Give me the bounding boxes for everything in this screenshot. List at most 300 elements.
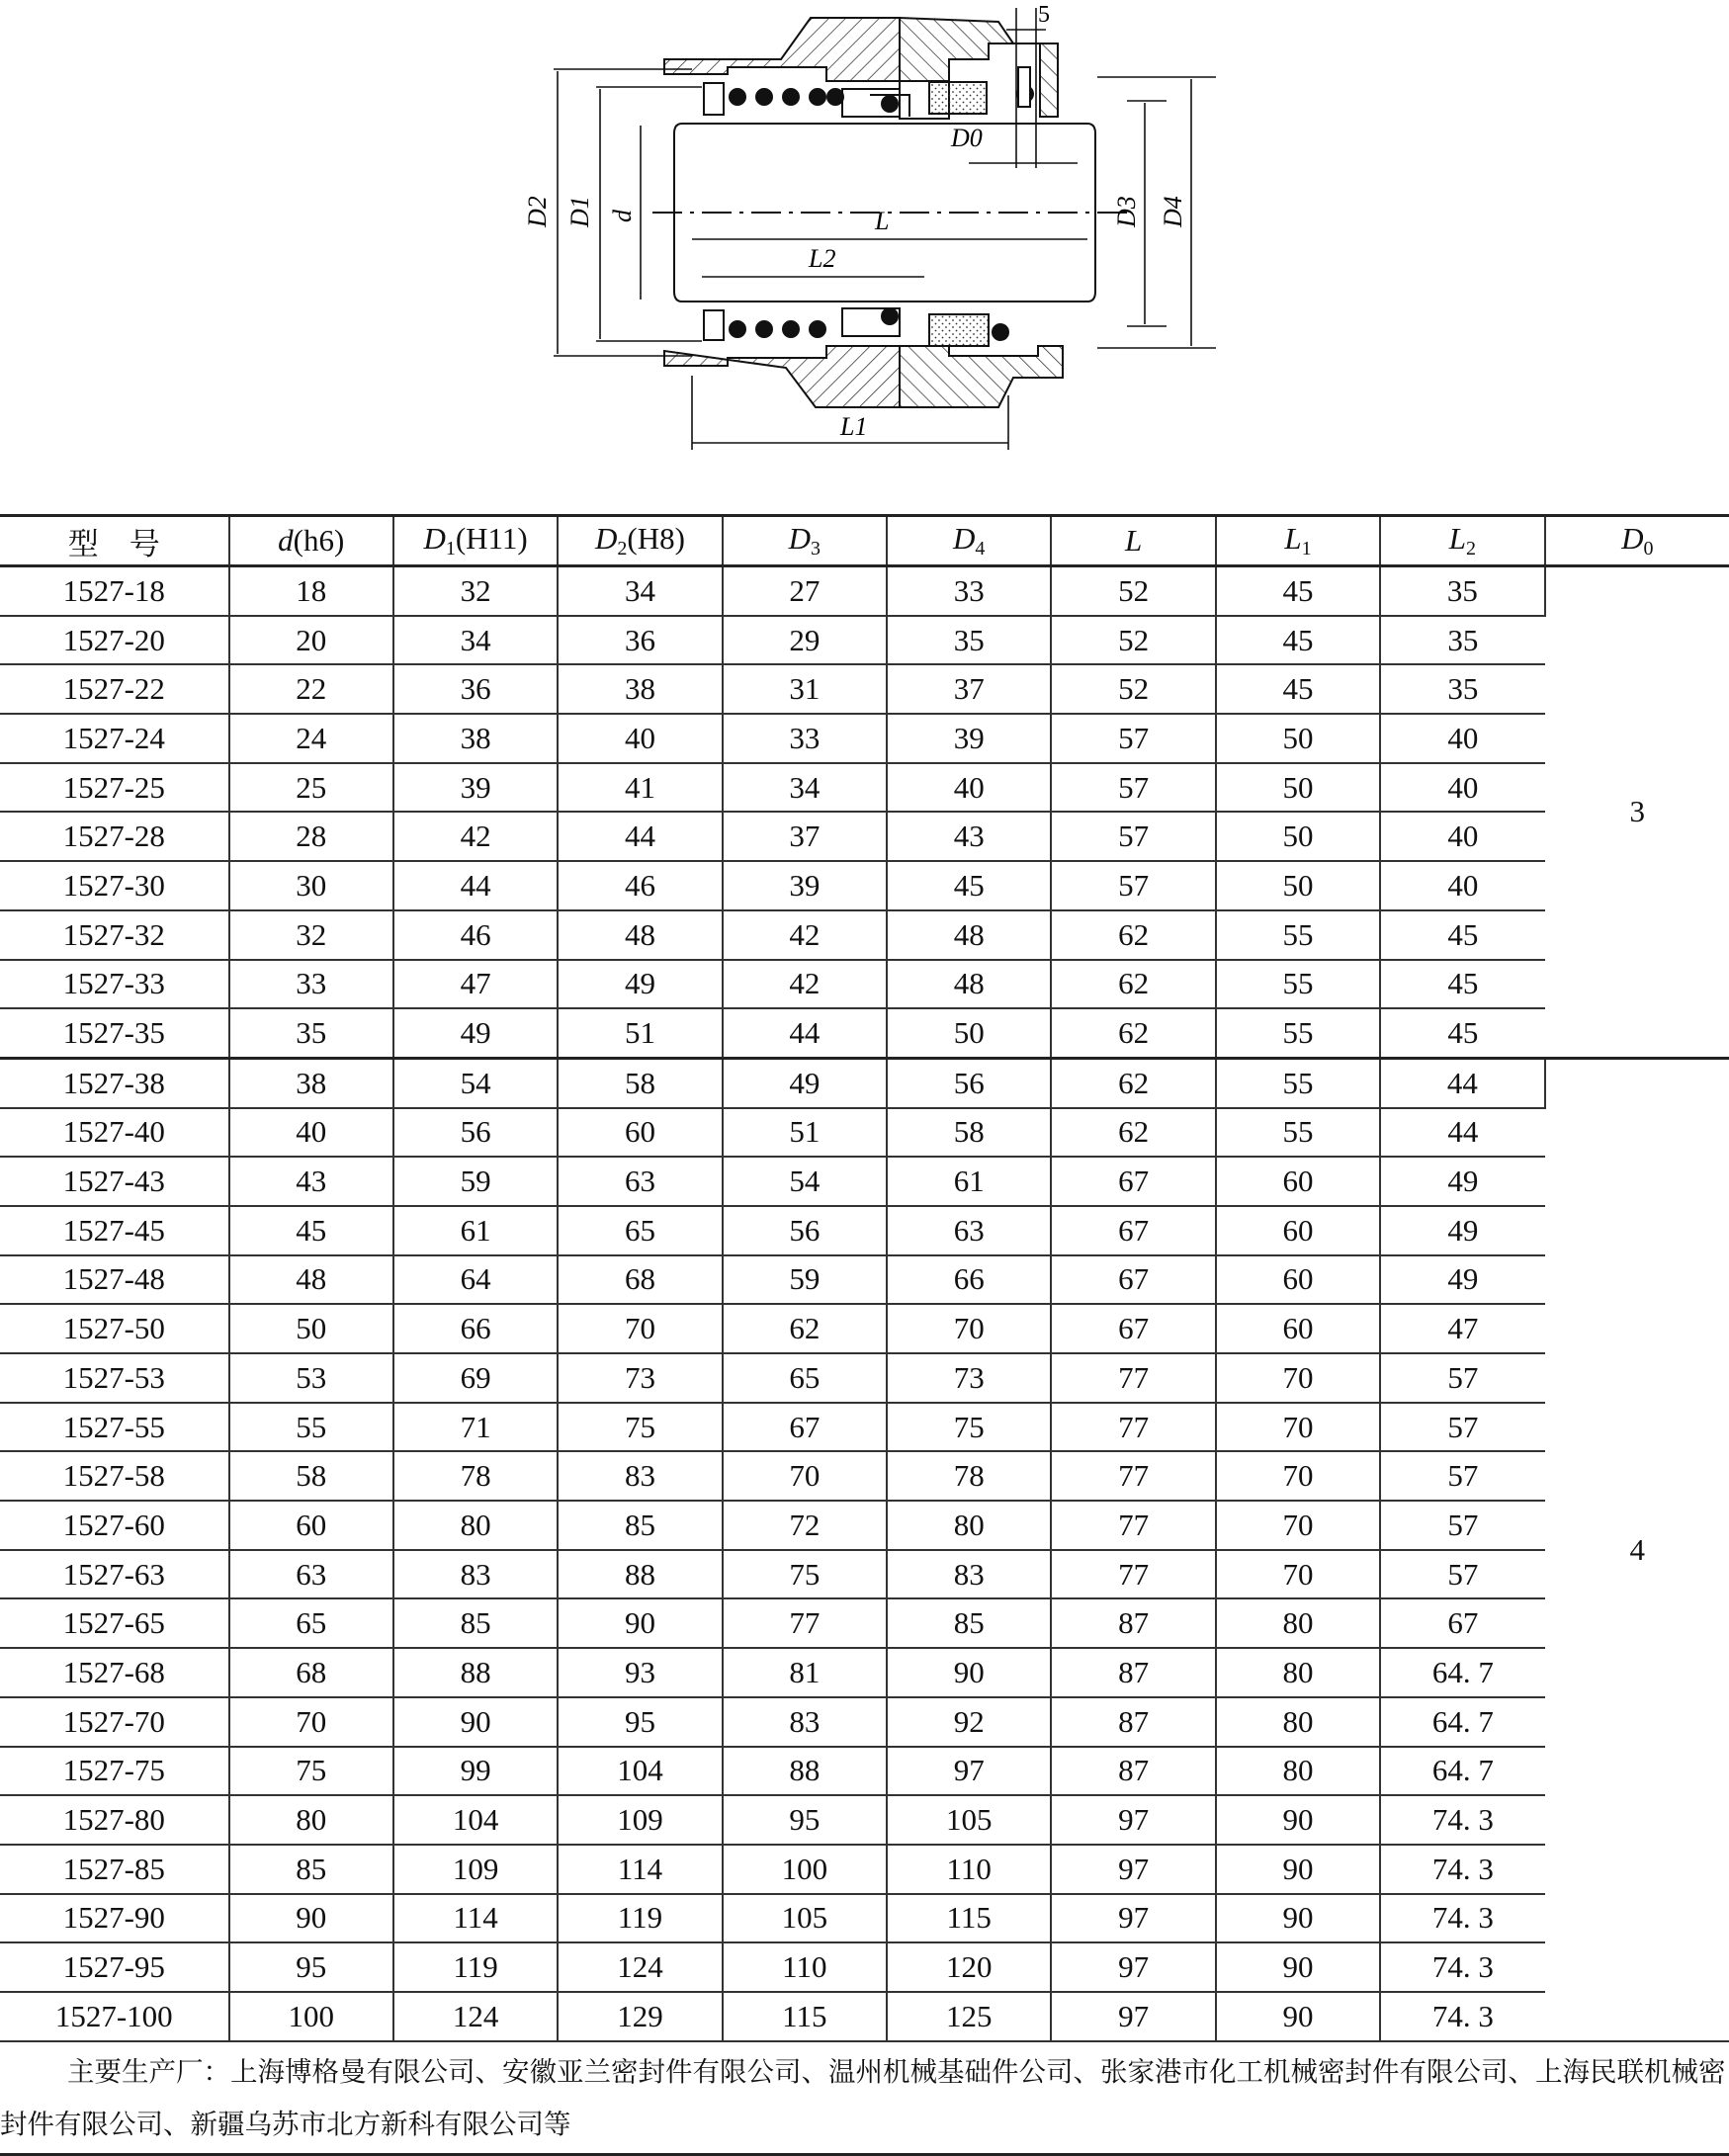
table-cell: 80 xyxy=(887,1501,1051,1550)
table-cell: 119 xyxy=(558,1894,722,1943)
table-cell: 54 xyxy=(393,1058,558,1107)
table-cell: 1527-85 xyxy=(0,1845,229,1894)
table-cell: 67 xyxy=(1051,1304,1215,1353)
table-cell: 70 xyxy=(1216,1550,1380,1599)
table-cell: 83 xyxy=(393,1550,558,1599)
table-row xyxy=(0,1747,1729,1796)
table-cell: 97 xyxy=(1051,1894,1215,1943)
lower-housing xyxy=(664,346,1063,407)
table-cell: 63 xyxy=(558,1157,722,1206)
table-cell: 114 xyxy=(558,1845,722,1894)
table-cell: 64. 7 xyxy=(1380,1648,1544,1697)
column-header: D3 xyxy=(723,516,887,566)
table-cell: 1527-48 xyxy=(0,1255,229,1305)
table-cell: 64 xyxy=(393,1255,558,1305)
shaft xyxy=(652,124,1127,302)
table-row xyxy=(0,1403,1729,1452)
table-cell: 87 xyxy=(1051,1747,1215,1796)
table-cell: 1527-58 xyxy=(0,1451,229,1501)
table-cell: 1527-60 xyxy=(0,1501,229,1550)
table-cell: 1527-100 xyxy=(0,1992,229,2041)
table-cell: 90 xyxy=(887,1648,1051,1697)
table-cell: 44 xyxy=(723,1008,887,1058)
table-cell: 53 xyxy=(229,1353,393,1403)
dim-D0: D0 xyxy=(951,124,983,152)
table-cell: 44 xyxy=(1380,1058,1544,1107)
table-cell: 1527-32 xyxy=(0,910,229,960)
table-cell: 38 xyxy=(229,1058,393,1107)
table-cell: 35 xyxy=(229,1008,393,1058)
table-cell: 63 xyxy=(887,1206,1051,1255)
table-cell: 56 xyxy=(723,1206,887,1255)
d0-merged-cell: 3 xyxy=(1545,566,1729,1059)
table-row xyxy=(0,861,1729,910)
table-cell: 58 xyxy=(558,1058,722,1107)
table-row xyxy=(0,1697,1729,1747)
table-cell: 57 xyxy=(1380,1451,1544,1501)
table-cell: 105 xyxy=(887,1795,1051,1845)
table-cell: 1527-70 xyxy=(0,1697,229,1747)
table-cell: 49 xyxy=(1380,1206,1544,1255)
table-cell: 71 xyxy=(393,1403,558,1452)
table-cell: 39 xyxy=(887,714,1051,763)
table-cell: 124 xyxy=(558,1942,722,1992)
table-cell: 54 xyxy=(723,1157,887,1206)
table-cell: 55 xyxy=(1216,910,1380,960)
table-cell: 68 xyxy=(558,1255,722,1305)
table-cell: 57 xyxy=(1380,1550,1544,1599)
table-cell: 59 xyxy=(393,1157,558,1206)
table-cell: 1527-80 xyxy=(0,1795,229,1845)
column-header: L2 xyxy=(1380,516,1544,566)
table-cell: 73 xyxy=(558,1353,722,1403)
table-cell: 38 xyxy=(558,664,722,714)
table-cell: 51 xyxy=(723,1108,887,1158)
table-row xyxy=(0,1157,1729,1206)
table-cell: 45 xyxy=(1216,616,1380,665)
dim-D1: D1 xyxy=(565,196,594,227)
table-cell: 55 xyxy=(229,1403,393,1452)
table-cell: 35 xyxy=(887,616,1051,665)
table-cell: 65 xyxy=(723,1353,887,1403)
table-cell: 85 xyxy=(887,1598,1051,1648)
table-cell: 57 xyxy=(1380,1403,1544,1452)
table-cell: 44 xyxy=(558,812,722,861)
table-row xyxy=(0,1992,1729,2041)
column-header: D1(H11) xyxy=(393,516,558,566)
table-cell: 104 xyxy=(558,1747,722,1796)
table-cell: 34 xyxy=(393,616,558,665)
table-cell: 104 xyxy=(393,1795,558,1845)
table-cell: 50 xyxy=(1216,812,1380,861)
table-cell: 70 xyxy=(723,1451,887,1501)
dim-D4: D4 xyxy=(1159,196,1187,227)
table-cell: 97 xyxy=(1051,1992,1215,2041)
table-cell: 74. 3 xyxy=(1380,1795,1544,1845)
table-cell: 37 xyxy=(723,812,887,861)
table-cell: 42 xyxy=(723,910,887,960)
table-row xyxy=(0,1255,1729,1305)
table-cell: 85 xyxy=(393,1598,558,1648)
table-cell: 92 xyxy=(887,1697,1051,1747)
table-cell: 57 xyxy=(1051,812,1215,861)
table-cell: 87 xyxy=(1051,1697,1215,1747)
table-cell: 1527-18 xyxy=(0,566,229,616)
table-cell: 74. 3 xyxy=(1380,1992,1544,2041)
table-cell: 55 xyxy=(1216,1108,1380,1158)
table-cell: 50 xyxy=(1216,861,1380,910)
table-cell: 80 xyxy=(1216,1598,1380,1648)
column-header: D2(H8) xyxy=(558,516,722,566)
table-cell: 56 xyxy=(887,1058,1051,1107)
table-cell: 27 xyxy=(723,566,887,616)
table-row xyxy=(0,714,1729,763)
dim-5: 5 xyxy=(1038,2,1050,28)
table-cell: 20 xyxy=(229,616,393,665)
column-header: L xyxy=(1051,516,1215,566)
table-cell: 60 xyxy=(229,1501,393,1550)
table-cell: 1527-50 xyxy=(0,1304,229,1353)
table-cell: 80 xyxy=(393,1501,558,1550)
table-cell: 33 xyxy=(229,960,393,1009)
column-header: L1 xyxy=(1216,516,1380,566)
seal-drawing xyxy=(494,0,1246,465)
table-cell: 83 xyxy=(558,1451,722,1501)
table-cell: 77 xyxy=(1051,1353,1215,1403)
table-cell: 43 xyxy=(887,812,1051,861)
table-row xyxy=(0,1058,1729,1107)
dim-D2: D2 xyxy=(523,196,552,227)
table-cell: 110 xyxy=(723,1942,887,1992)
table-cell: 90 xyxy=(1216,1894,1380,1943)
table-row xyxy=(0,1648,1729,1697)
table-cell: 88 xyxy=(723,1747,887,1796)
table-cell: 1527-25 xyxy=(0,763,229,813)
table-cell: 60 xyxy=(1216,1157,1380,1206)
table-cell: 85 xyxy=(558,1501,722,1550)
table-cell: 34 xyxy=(558,566,722,616)
table-cell: 36 xyxy=(393,664,558,714)
table-row xyxy=(0,1304,1729,1353)
table-row xyxy=(0,1550,1729,1599)
table-row xyxy=(0,1451,1729,1501)
table-row xyxy=(0,1008,1729,1058)
table-cell: 105 xyxy=(723,1894,887,1943)
table-cell: 49 xyxy=(1380,1255,1544,1305)
table-cell: 49 xyxy=(1380,1157,1544,1206)
table-cell: 87 xyxy=(1051,1648,1215,1697)
table-cell: 73 xyxy=(887,1353,1051,1403)
table-cell: 57 xyxy=(1051,763,1215,813)
table-cell: 60 xyxy=(558,1108,722,1158)
table-cell: 38 xyxy=(393,714,558,763)
table-cell: 66 xyxy=(393,1304,558,1353)
table-cell: 50 xyxy=(229,1304,393,1353)
table-cell: 75 xyxy=(723,1550,887,1599)
table-cell: 40 xyxy=(229,1108,393,1158)
table-cell: 39 xyxy=(393,763,558,813)
table-cell: 1527-90 xyxy=(0,1894,229,1943)
table-cell: 80 xyxy=(1216,1747,1380,1796)
table-cell: 48 xyxy=(229,1255,393,1305)
table-cell: 60 xyxy=(1216,1206,1380,1255)
table-cell: 67 xyxy=(1051,1206,1215,1255)
table-cell: 74. 3 xyxy=(1380,1942,1544,1992)
table-cell: 45 xyxy=(1380,910,1544,960)
table-cell: 40 xyxy=(1380,812,1544,861)
table-cell: 67 xyxy=(1380,1598,1544,1648)
table-cell: 28 xyxy=(229,812,393,861)
table-cell: 1527-33 xyxy=(0,960,229,1009)
table-row xyxy=(0,1942,1729,1992)
table-cell: 45 xyxy=(1380,1008,1544,1058)
table-cell: 1527-28 xyxy=(0,812,229,861)
table-cell: 74. 3 xyxy=(1380,1894,1544,1943)
table-row xyxy=(0,664,1729,714)
table-cell: 44 xyxy=(1380,1108,1544,1158)
table-cell: 22 xyxy=(229,664,393,714)
table-cell: 77 xyxy=(1051,1403,1215,1452)
table-cell: 1527-68 xyxy=(0,1648,229,1697)
table-cell: 1527-40 xyxy=(0,1108,229,1158)
table-cell: 1527-65 xyxy=(0,1598,229,1648)
dim-d: d xyxy=(608,210,637,222)
table-row xyxy=(0,566,1729,616)
table-cell: 39 xyxy=(723,861,887,910)
table-cell: 24 xyxy=(229,714,393,763)
table-cell: 40 xyxy=(1380,861,1544,910)
table-cell: 47 xyxy=(393,960,558,1009)
table-cell: 97 xyxy=(887,1747,1051,1796)
table-row xyxy=(0,812,1729,861)
table-cell: 50 xyxy=(1216,763,1380,813)
table-cell: 46 xyxy=(393,910,558,960)
table-cell: 32 xyxy=(393,566,558,616)
table-cell: 37 xyxy=(887,664,1051,714)
table-row xyxy=(0,1353,1729,1403)
table-cell: 30 xyxy=(229,861,393,910)
table-cell: 67 xyxy=(723,1403,887,1452)
table-row xyxy=(0,1206,1729,1255)
table-cell: 62 xyxy=(1051,960,1215,1009)
table-cell: 42 xyxy=(393,812,558,861)
table-cell: 1527-30 xyxy=(0,861,229,910)
table-cell: 119 xyxy=(393,1942,558,1992)
table-cell: 65 xyxy=(229,1598,393,1648)
table-cell: 57 xyxy=(1051,714,1215,763)
column-header: D0 xyxy=(1545,516,1729,566)
table-cell: 75 xyxy=(229,1747,393,1796)
table-cell: 25 xyxy=(229,763,393,813)
table-cell: 125 xyxy=(887,1992,1051,2041)
table-body xyxy=(0,566,1729,2041)
table-cell: 90 xyxy=(1216,1845,1380,1894)
table-cell: 70 xyxy=(1216,1501,1380,1550)
table-cell: 99 xyxy=(393,1747,558,1796)
table-cell: 95 xyxy=(723,1795,887,1845)
table-cell: 75 xyxy=(558,1403,722,1452)
table-row xyxy=(0,1894,1729,1943)
table-cell: 42 xyxy=(723,960,887,1009)
table-cell: 62 xyxy=(1051,1008,1215,1058)
table-cell: 67 xyxy=(1051,1255,1215,1305)
table-cell: 48 xyxy=(558,910,722,960)
table-cell: 33 xyxy=(723,714,887,763)
table-cell: 75 xyxy=(887,1403,1051,1452)
seal-dimension-table xyxy=(0,514,1729,2042)
table-cell: 35 xyxy=(1380,566,1544,616)
table-cell: 56 xyxy=(393,1108,558,1158)
table-cell: 55 xyxy=(1216,1008,1380,1058)
table-cell: 33 xyxy=(887,566,1051,616)
table-row xyxy=(0,1845,1729,1894)
table-cell: 40 xyxy=(1380,763,1544,813)
table-cell: 78 xyxy=(887,1451,1051,1501)
table-cell: 31 xyxy=(723,664,887,714)
table-cell: 40 xyxy=(558,714,722,763)
table-header-row xyxy=(0,516,1729,566)
table-cell: 43 xyxy=(229,1157,393,1206)
table-cell: 49 xyxy=(723,1058,887,1107)
table-cell: 55 xyxy=(1216,960,1380,1009)
column-header: d(h6) xyxy=(229,516,393,566)
table-cell: 45 xyxy=(229,1206,393,1255)
table-row xyxy=(0,763,1729,813)
manufacturers-note: 主要生产厂：上海博格曼有限公司、安徽亚兰密封件有限公司、温州机械基础件公司、张家港市化工机械密封件有限公司、上海民联机械密封件有限公司、新疆乌苏市北方新科有限公司等 xyxy=(0,2046,1729,2156)
table-cell: 49 xyxy=(558,960,722,1009)
table-cell: 70 xyxy=(558,1304,722,1353)
table-cell: 41 xyxy=(558,763,722,813)
table-cell: 50 xyxy=(887,1008,1051,1058)
table-cell: 93 xyxy=(558,1648,722,1697)
table-cell: 44 xyxy=(393,861,558,910)
table-cell: 61 xyxy=(887,1157,1051,1206)
table-cell: 66 xyxy=(887,1255,1051,1305)
table-cell: 70 xyxy=(1216,1451,1380,1501)
table-cell: 40 xyxy=(1380,714,1544,763)
table-cell: 40 xyxy=(887,763,1051,813)
table-cell: 80 xyxy=(1216,1697,1380,1747)
table-cell: 49 xyxy=(393,1008,558,1058)
table-cell: 1527-20 xyxy=(0,616,229,665)
table-cell: 78 xyxy=(393,1451,558,1501)
table-cell: 52 xyxy=(1051,616,1215,665)
table-cell: 65 xyxy=(558,1206,722,1255)
table-cell: 90 xyxy=(393,1697,558,1747)
table-cell: 69 xyxy=(393,1353,558,1403)
table-cell: 80 xyxy=(229,1795,393,1845)
table-cell: 87 xyxy=(1051,1598,1215,1648)
table-cell: 68 xyxy=(229,1648,393,1697)
table-cell: 115 xyxy=(723,1992,887,2041)
table-cell: 80 xyxy=(1216,1648,1380,1697)
table-cell: 109 xyxy=(558,1795,722,1845)
table-cell: 62 xyxy=(1051,910,1215,960)
table-cell: 90 xyxy=(229,1894,393,1943)
table-cell: 95 xyxy=(558,1697,722,1747)
table-cell: 100 xyxy=(229,1992,393,2041)
table-cell: 1527-95 xyxy=(0,1942,229,1992)
table-cell: 67 xyxy=(1051,1157,1215,1206)
table-cell: 58 xyxy=(887,1108,1051,1158)
table-cell: 64. 7 xyxy=(1380,1697,1544,1747)
table-cell: 60 xyxy=(1216,1304,1380,1353)
table-cell: 57 xyxy=(1380,1501,1544,1550)
table-cell: 83 xyxy=(887,1550,1051,1599)
table-cell: 51 xyxy=(558,1008,722,1058)
table-cell: 1527-55 xyxy=(0,1403,229,1452)
table-cell: 1527-43 xyxy=(0,1157,229,1206)
dim-L1: L1 xyxy=(840,412,868,441)
table-cell: 95 xyxy=(229,1942,393,1992)
table-cell: 90 xyxy=(558,1598,722,1648)
table-cell: 45 xyxy=(887,861,1051,910)
table-row xyxy=(0,1598,1729,1648)
table-cell: 1527-38 xyxy=(0,1058,229,1107)
table-cell: 110 xyxy=(887,1845,1051,1894)
table-cell: 70 xyxy=(1216,1403,1380,1452)
column-header: 型 号 xyxy=(0,516,229,566)
table-row xyxy=(0,960,1729,1009)
table-cell: 77 xyxy=(723,1598,887,1648)
table-cell: 62 xyxy=(1051,1108,1215,1158)
table-cell: 90 xyxy=(1216,1942,1380,1992)
table-cell: 62 xyxy=(723,1304,887,1353)
table-cell: 48 xyxy=(887,960,1051,1009)
table-cell: 77 xyxy=(1051,1451,1215,1501)
table-cell: 29 xyxy=(723,616,887,665)
table-cell: 45 xyxy=(1380,960,1544,1009)
table-cell: 1527-63 xyxy=(0,1550,229,1599)
table-cell: 124 xyxy=(393,1992,558,2041)
table-cell: 1527-24 xyxy=(0,714,229,763)
table-cell: 120 xyxy=(887,1942,1051,1992)
table-cell: 34 xyxy=(723,763,887,813)
table-cell: 72 xyxy=(723,1501,887,1550)
table-cell: 109 xyxy=(393,1845,558,1894)
table-row xyxy=(0,910,1729,960)
table-cell: 64. 7 xyxy=(1380,1747,1544,1796)
table-cell: 45 xyxy=(1216,664,1380,714)
table-cell: 1527-22 xyxy=(0,664,229,714)
table-cell: 77 xyxy=(1051,1550,1215,1599)
table-cell: 77 xyxy=(1051,1501,1215,1550)
table-cell: 90 xyxy=(1216,1795,1380,1845)
table-cell: 97 xyxy=(1051,1795,1215,1845)
table-cell: 46 xyxy=(558,861,722,910)
table-cell: 35 xyxy=(1380,616,1544,665)
table-cell: 70 xyxy=(1216,1353,1380,1403)
table-cell: 45 xyxy=(1216,566,1380,616)
table-cell: 88 xyxy=(558,1550,722,1599)
table-cell: 32 xyxy=(229,910,393,960)
table-cell: 59 xyxy=(723,1255,887,1305)
table-cell: 36 xyxy=(558,616,722,665)
table-cell: 97 xyxy=(1051,1845,1215,1894)
table-cell: 85 xyxy=(229,1845,393,1894)
table-cell: 61 xyxy=(393,1206,558,1255)
table-cell: 52 xyxy=(1051,664,1215,714)
table-cell: 129 xyxy=(558,1992,722,2041)
table-cell: 62 xyxy=(1051,1058,1215,1107)
table-cell: 1527-35 xyxy=(0,1008,229,1058)
table-cell: 57 xyxy=(1051,861,1215,910)
table-cell: 63 xyxy=(229,1550,393,1599)
table-cell: 114 xyxy=(393,1894,558,1943)
table-cell: 18 xyxy=(229,566,393,616)
column-header: D4 xyxy=(887,516,1051,566)
table-row xyxy=(0,1795,1729,1845)
